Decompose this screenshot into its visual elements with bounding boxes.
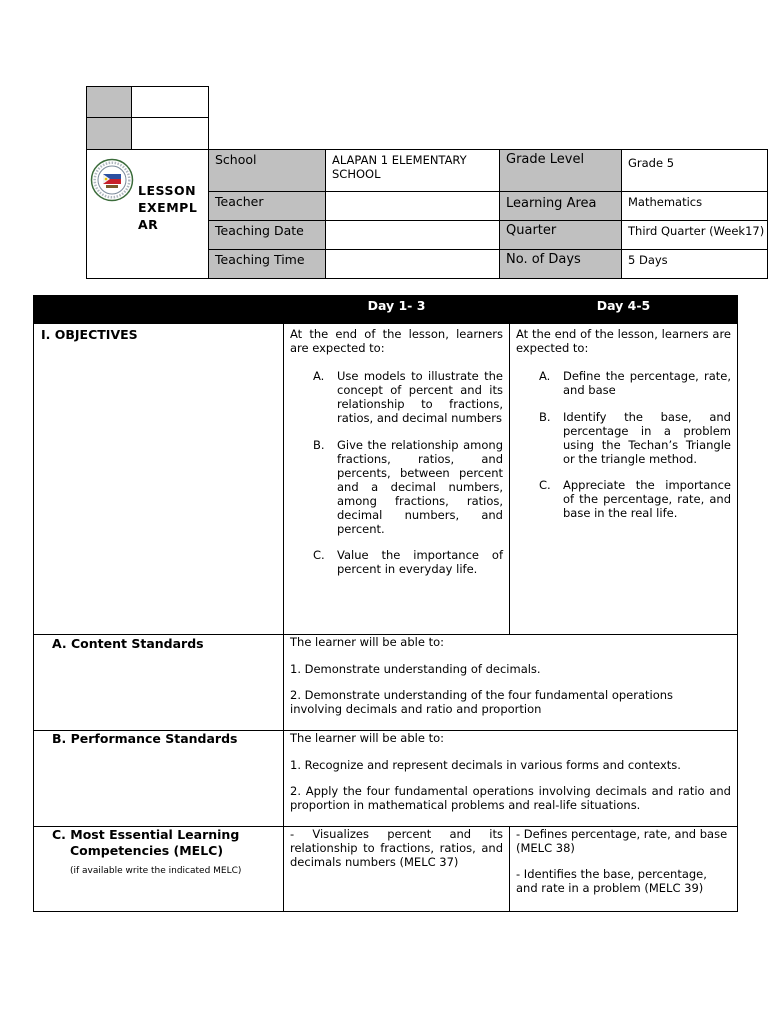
content-standards-line-2: 1. Demonstrate understanding of decimals. [290, 661, 541, 676]
content-standards-line-1: The learner will be able to: [290, 635, 445, 649]
teacher-label: Teacher [208, 191, 326, 221]
melc-day4-5-line-1: - Defines percentage, rate, and base (MELC 38) [516, 827, 728, 855]
school-seal-icon [90, 158, 134, 202]
objectives-day1-3-cell [283, 323, 510, 635]
performance-standards-cell [283, 730, 738, 827]
objectives-label: I. OBJECTIVES [33, 323, 284, 635]
item-letter: A. [313, 369, 325, 383]
item-letter: C. [313, 548, 325, 562]
teaching-time-label: Teaching Time [208, 249, 326, 279]
list-item [539, 478, 731, 520]
objectives-day4-5-intro: At the end of the lesson, learners are expected to: [516, 327, 731, 355]
stub-box-white-2 [131, 117, 209, 150]
objectives-day4-5-cell [509, 323, 738, 635]
performance-standards-label: B. Performance Standards [33, 730, 284, 827]
col-header-day1-3: Day 1- 3 [283, 295, 510, 324]
objectives-day4-5-list [539, 369, 731, 520]
teacher-value[interactable] [325, 191, 500, 221]
list-item [313, 369, 503, 425]
grade-level-value[interactable]: Grade 5 [621, 149, 768, 192]
melc-note: (if available write the indicated MELC) [70, 866, 242, 876]
content-standards-line-3: 2. Demonstrate understanding of the four fundamental operations involving decimals and ratio and proportion [290, 688, 674, 716]
item-letter: C. [539, 478, 551, 492]
title-line-3: AR [138, 217, 159, 232]
item-letter: A. [539, 369, 551, 383]
item-letter: B. [313, 437, 325, 452]
lesson-exemplar-title [138, 182, 208, 233]
item-text: Define the percentage, rate, and base [563, 369, 731, 397]
stub-box-gray-2 [86, 117, 132, 150]
performance-standards-line-3: 2. Apply the four fundamental operations involving decimals and ratio and proportion in mathematical problems and real-life situations. [290, 784, 731, 812]
item-text: Use models to illustrate the concept of percent and its relationship to fractions, ratios, and decimal numbers [337, 369, 503, 425]
item-text: Value the importance of percent in everyday life. [337, 548, 503, 576]
item-text: Appreciate the importance of the percentage, rate, and base in the real life. [563, 478, 731, 520]
content-standards-cell [283, 634, 738, 731]
melc-label-line-2: Competencies (MELC) [70, 843, 224, 858]
melc-day4-5-line-2: - Identifies the base, percentage, and rate in a problem (MELC 39) [516, 867, 707, 895]
teaching-date-label: Teaching Date [208, 220, 326, 250]
learning-area-label: Learning Area [499, 191, 622, 221]
quarter-label: Quarter [499, 220, 622, 250]
no-of-days-label: No. of Days [499, 249, 622, 279]
item-letter: B. [539, 409, 551, 424]
teaching-date-value[interactable] [325, 220, 500, 250]
melc-day1-3-cell: - Visualizes percent and its relationship to fractions, ratios, and decimals numbers (MELC 37) [283, 826, 510, 912]
list-item [539, 369, 731, 397]
teaching-time-value[interactable] [325, 249, 500, 279]
no-of-days-value[interactable]: 5 Days [621, 249, 768, 279]
melc-day4-5-cell [509, 826, 738, 912]
performance-standards-line-1: The learner will be able to: [290, 731, 445, 745]
header-title-cell [86, 149, 209, 279]
item-text: Identify the base, and percentage in a problem using the Techan’s Triangle or the triangle method. [563, 409, 731, 466]
list-item [313, 438, 503, 536]
list-item [539, 410, 731, 466]
school-label: School [208, 149, 326, 192]
list-item [313, 548, 503, 576]
content-standards-label: A. Content Standards [33, 634, 284, 731]
melc-label-line-1: C. Most Essential Learning [52, 827, 240, 842]
quarter-value[interactable]: Third Quarter (Week17) [621, 220, 768, 250]
stub-box-white-1 [131, 86, 209, 118]
title-line-2: EXEMPL [138, 200, 198, 215]
objectives-day1-3-list [313, 369, 503, 576]
learning-area-value[interactable]: Mathematics [621, 191, 768, 221]
school-value[interactable]: ALAPAN 1 ELEMENTARY SCHOOL [325, 149, 500, 192]
performance-standards-line-2: 1. Recognize and represent decimals in various forms and contexts. [290, 757, 681, 772]
title-line-1: LESSON [138, 183, 197, 198]
grade-level-label: Grade Level [499, 149, 622, 192]
objectives-day1-3-intro: At the end of the lesson, learners are expected to: [290, 327, 503, 355]
melc-label-cell [33, 826, 284, 912]
col-header-day4-5: Day 4-5 [509, 295, 738, 324]
stub-box-gray-1 [86, 86, 132, 118]
item-text: Give the relationship among fractions, ratios, and percents, between percent and a decimal numbers, among fractions, ratios, decimal numbers, and percent. [337, 437, 503, 536]
col-header-blank [33, 295, 284, 324]
